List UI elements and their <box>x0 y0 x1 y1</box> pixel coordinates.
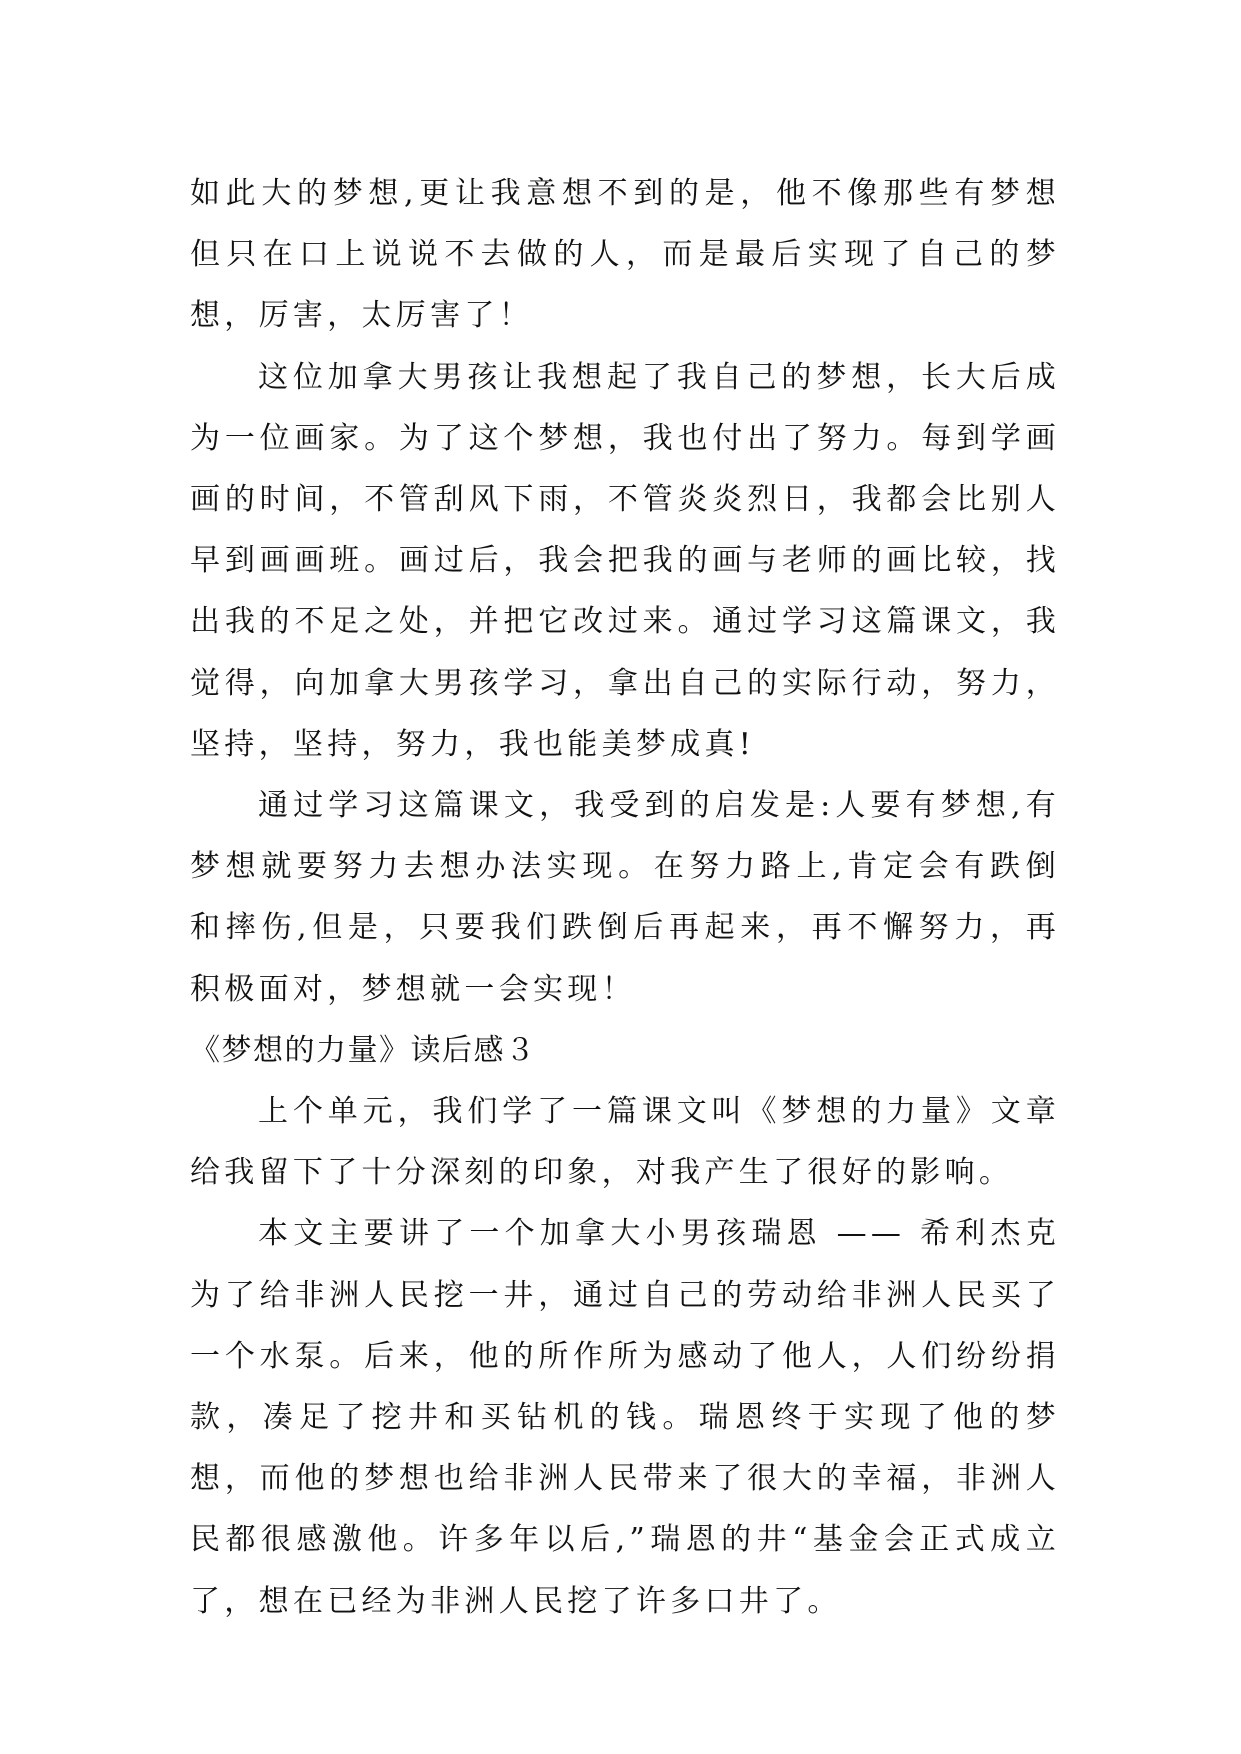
document-body <box>190 163 1060 1632</box>
section-heading: 《梦想的力量》读后感３ <box>190 1032 537 1068</box>
paragraph-3: 通过学习这篇课文，我受到的启发是:人要有梦想,有梦想就要努力去想办法实现。在努力路上,肯定会有跌倒和摔伤,但是，只要我们跌倒后再起来，再不懈努力，再积极面对，梦想就一会实现！ <box>190 788 1060 1007</box>
paragraph-4: 上个单元，我们学了一篇课文叫《梦想的力量》文章给我留下了十分深刻的印象，对我产生了很好的影响。 <box>190 1094 1060 1191</box>
paragraph-5: 本文主要讲了一个加拿大小男孩瑞恩 —— 希利杰克为了给非洲人民挖一井，通过自己的劳动给非洲人民买了一个水泵。后来，他的所作所为感动了他人，人们纷纷捐款，凑足了挖井和买钻机的钱。瑞恩终于实现了他的梦想，而他的梦想也给非洲人民带来了很大的幸福，非洲人民都很感激他。许多年以后,”瑞恩的井“基金会正式成立了，想在已经为非洲人民挖了许多口井了。 <box>190 1216 1060 1619</box>
paragraph-2: 这位加拿大男孩让我想起了我自己的梦想，长大后成为一位画家。为了这个梦想，我也付出了努力。每到学画画的时间，不管刮风下雨，不管炎炎烈日，我都会比别人早到画画班。画过后，我会把我的画与老师的画比较，找出我的不足之处，并把它改过来。通过学习这篇课文，我觉得，向加拿大男孩学习，拿出自己的实际行动，努力，坚持，坚持，努力，我也能美梦成真! <box>190 359 1060 762</box>
paragraph-1: 如此大的梦想,更让我意想不到的是，他不像那些有梦想但只在口上说说不去做的人，而是最后实现了自己的梦想，厉害，太厉害了！ <box>190 176 1060 334</box>
